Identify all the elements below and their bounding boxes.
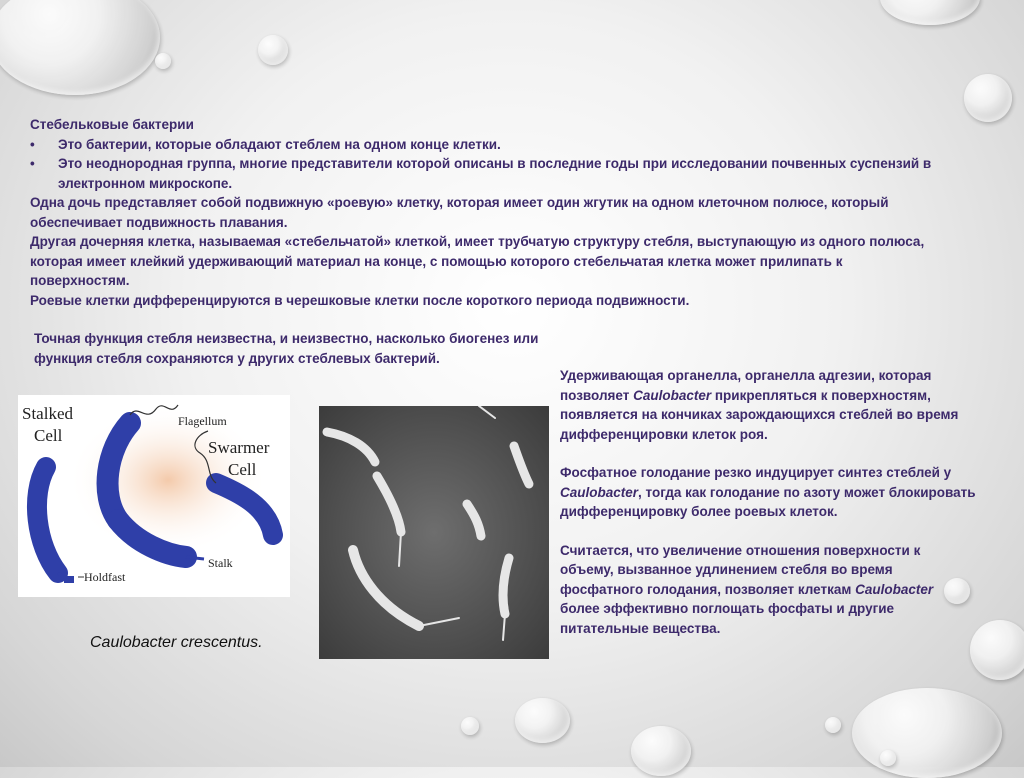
main-text-block <box>30 115 950 310</box>
slide-title: Стебельковые бактерии <box>30 117 194 132</box>
micrograph-svg <box>319 406 549 659</box>
bullet-item: • Это бактерии, которые обладают стеблем на одном конце клетки. <box>30 135 950 155</box>
water-drop-decoration <box>852 688 1002 778</box>
genus-name: Caulobacter <box>855 581 934 597</box>
water-drop-decoration <box>155 53 171 69</box>
stalk-line <box>186 557 204 559</box>
stalked-cell-shape <box>37 467 58 573</box>
note-line: Точная функция стебля неизвестна, и неизвестно, насколько биогенез или <box>34 331 539 346</box>
note-text <box>34 329 634 368</box>
genus-name: Caulobacter <box>560 484 639 500</box>
paragraph-swarmer: Одна дочь представляет собой подвижную «роевую» клетку, которая имеет один жгутик на одном клеточном полюсе, который обеспечивает подвижность плавания. <box>30 195 889 230</box>
right-column-text <box>560 366 980 638</box>
paragraph-stalked: Другая дочерняя клетка, называемая «стебельчатой» клеткой, имеет трубчатую структуру стебля, выступающую из одного полюса, которая имеет клейкий удерживающий материал на конце, с помощью которого стебельчатая клетка может прилипать к поверхностям. <box>30 234 925 288</box>
water-drop-decoration <box>880 750 896 766</box>
water-drop-decoration <box>515 698 570 743</box>
caulobacter-diagram <box>18 395 290 597</box>
label-holdfast: Holdfast <box>84 570 126 584</box>
label-flagellum: Flagellum <box>178 414 227 428</box>
diagram-svg <box>18 395 290 597</box>
note-line: функция стебля сохраняются у других стеблевых бактерий. <box>34 350 440 366</box>
bullet-item: • Это неоднородная группа, многие представители которой описаны в последние годы при исследовании почвенных суспензий в электронном микроскопе. <box>30 154 938 193</box>
figure-caption: Caulobacter crescentus. <box>90 634 263 651</box>
right-paragraph: Считается, что увеличение отношения поверхности к объему, вызванное удлинением стебля во время фосфатного голодания, позволяет клеткам Caulobacter более эффективно поглощать фосфаты и другие питательные вещества. <box>560 542 934 636</box>
label-stalked-cell: Cell <box>34 426 63 445</box>
label-stalk: Stalk <box>208 556 233 570</box>
label-stalked: Stalked <box>22 404 73 423</box>
label-swarmer: Swarmer <box>208 438 270 457</box>
water-drop-decoration <box>880 0 980 25</box>
water-drop-decoration <box>461 717 479 735</box>
water-drop-decoration <box>258 35 288 65</box>
water-drop-decoration <box>631 726 691 776</box>
right-paragraph: Удерживающая органелла, органелла адгезии, которая позволяет Caulobacter прикрепляться к поверхностям, появляется на кончиках зарождающихся стеблей во время дифференцировки клеток роя. <box>560 368 959 442</box>
water-drop-decoration <box>964 74 1012 122</box>
holdfast-shape <box>64 576 74 583</box>
electron-micrograph <box>319 406 549 659</box>
paragraph-differentiation: Роевые клетки дифференцируются в черешковые клетки после короткого периода подвижности. <box>30 292 690 308</box>
right-paragraph: Фосфатное голодание резко индуцирует синтез стеблей у Caulobacter, тогда как голодание по азоту может блокировать дифференцировку более роевых клеток. <box>560 465 976 519</box>
water-drop-decoration <box>825 717 841 733</box>
label-swarmer-cell: Cell <box>228 460 257 479</box>
genus-name: Caulobacter <box>633 387 712 403</box>
water-drop-decoration <box>0 0 160 95</box>
